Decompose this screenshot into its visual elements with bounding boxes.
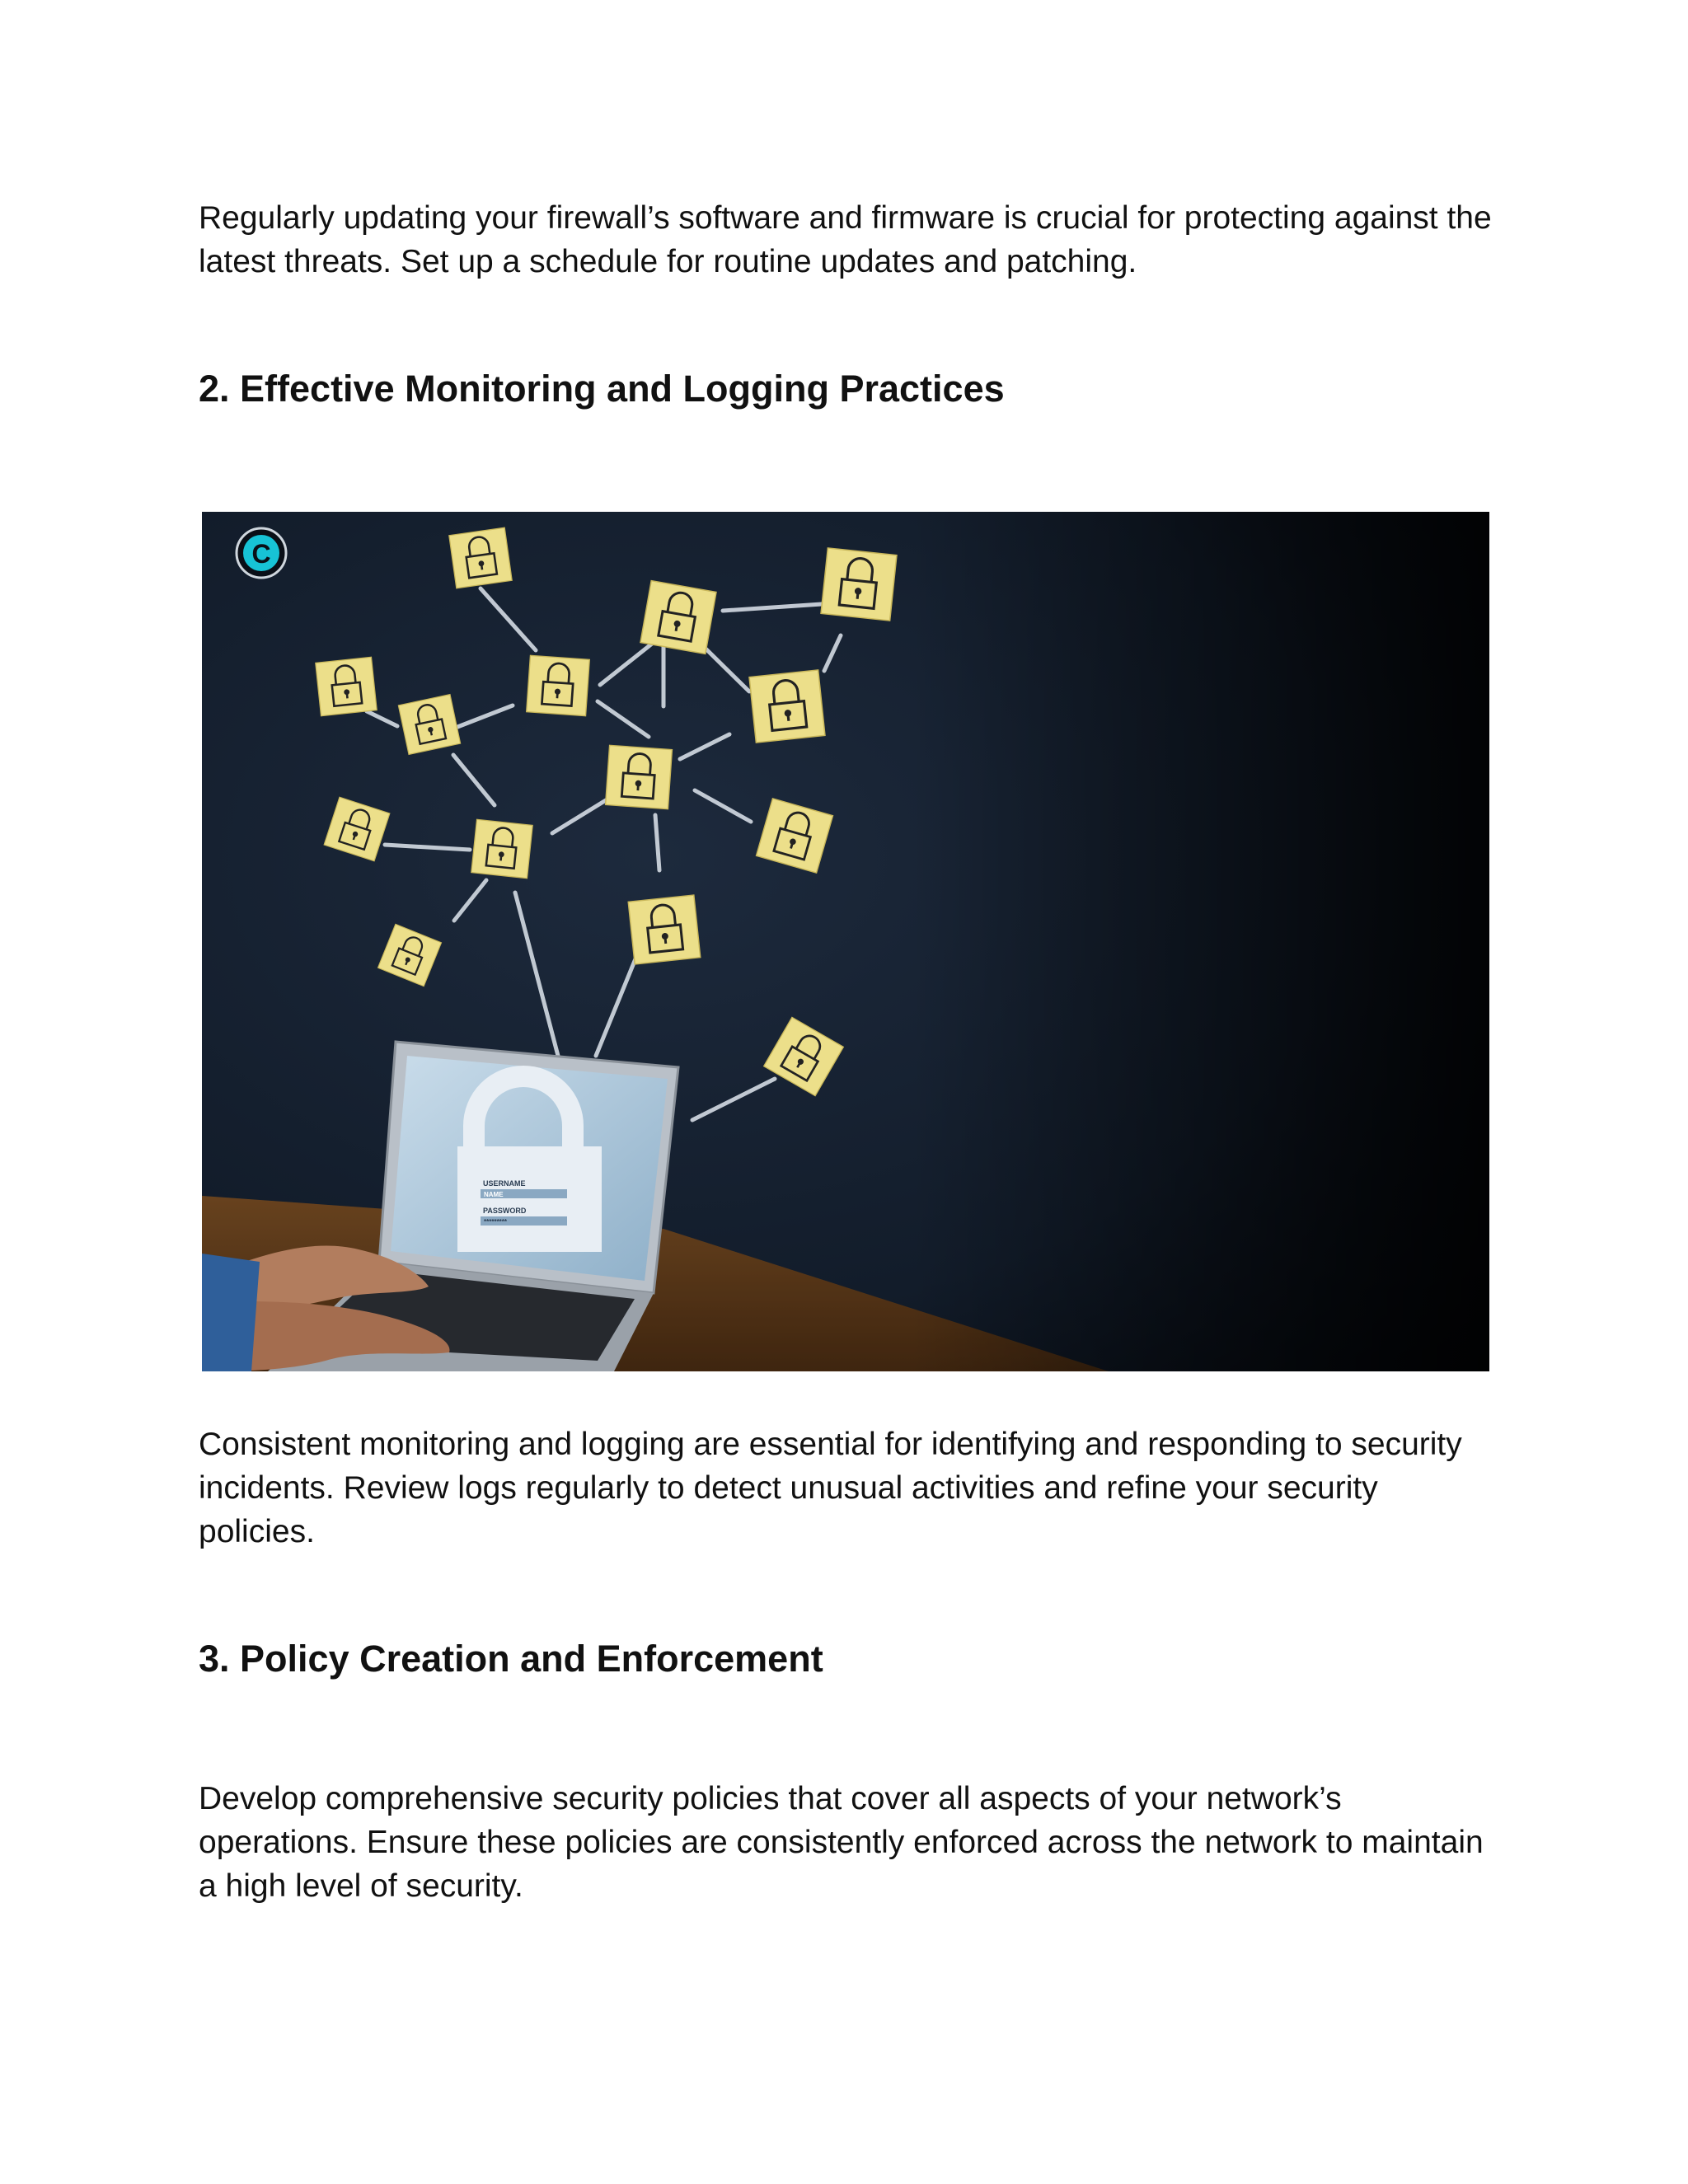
chalkboard-locks-image [202, 512, 1489, 1371]
brand-logo-icon [237, 528, 286, 578]
section-2-heading: 2. Effective Monitoring and Logging Practices [199, 368, 1005, 410]
vignette-overlay [202, 512, 1489, 1371]
section-2-paragraph: Consistent monitoring and logging are essential for identifying and responding to security incidents. Review logs regularly to detect unusual activities and refine your security policies. [199, 1427, 1462, 1549]
intro-paragraph: Regularly updating your firewall’s software and firmware is crucial for protecting against the latest threats. Set up a schedule for routine updates and patching. [199, 200, 1492, 279]
brand-logo-letter: C [251, 539, 271, 569]
security-illustration [202, 512, 1489, 1371]
section-3-paragraph: Develop comprehensive security policies that cover all aspects of your network’s operations. Ensure these policies are consistently enforced across the network to maintain a high level of security. [199, 1781, 1484, 1904]
section-3-heading: 3. Policy Creation and Enforcement [199, 1638, 823, 1680]
